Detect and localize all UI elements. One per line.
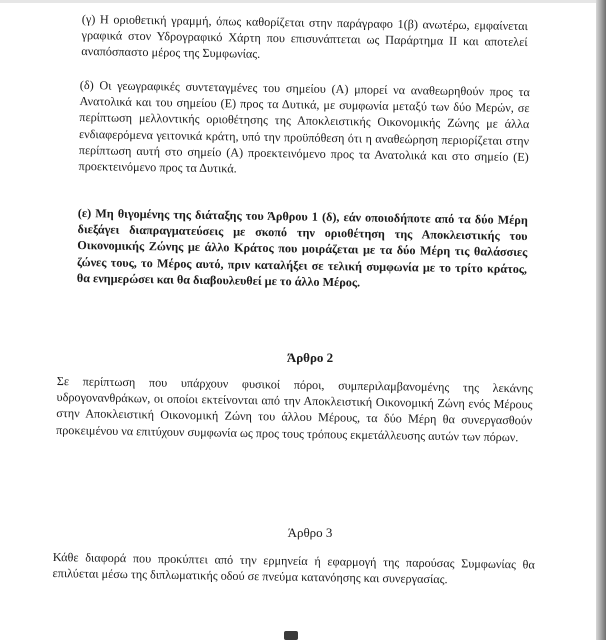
- page-top-edge: [0, 0, 606, 3]
- next-heading-fragment: [284, 631, 298, 640]
- article-3-heading: Άρθρο 3: [287, 525, 333, 540]
- article-3-text: Κάθε διαφορά που προκύπτει από την ερμηνεία ή εφαρμογή της παρούσας Συμφωνίας θα επιλύεται μέσω της διπλωματικής οδού σε πνεύμα κατανόησης και συνεργασίας.: [52, 549, 535, 587]
- paragraph-epsilon: (ε) Μη θιγομένης της διάταξης του Άρθρου 1 (δ), εάν οποιοδήποτε από τα δύο Μέρη διεξάγει διαπραγματεύσεις με σκοπό την οριοθέτηση της Αποκλειστικής του Οικονομικής Ζώνης με άλλο Κράτος που μοιράζεται με τα δύο Μέρη τις θαλάσσιες ζώνες τους, το Μέρος αυτό, πριν καταλήξει σε τελική συμφωνία με το τρίτο κράτος, θα ενημερώσει και θα διαβουλευθεί με το άλλο Μέρος.: [76, 205, 528, 290]
- scan-right-edge-shadow: [596, 0, 606, 640]
- paragraph-delta: (δ) Οι γεωγραφικές συντεταγμένες του σημείου (Α) μπορεί να αναθεωρηθούν προς τα Ανατολικά και του σημείου (Ε) προς τα Δυτικά, με συμφωνία μεταξύ των δύο Μερών, σε περίπτωση μελλοντικής οριοθέτησης της Αποκλειστικής Οικονομικής Ζώνης με άλλα ενδιαφερόμενα γειτονικά κράτη, υπό την προϋπόθεση ότι η αναθεώρηση περιορίζεται στην περίπτωση αυτή στο σημείο (Α) προεκτεινόμενο προς τα Ανατολικά και στο σημείο (Ε) προεκτεινόμενο προς τα Δυτικά.: [78, 77, 530, 176]
- paragraph-gamma: (γ) Η οριοθετική γραμμή, όπως καθορίζεται στην παράγραφο 1(β) ανωτέρω, εμφαίνεται γραφικά στον Υδρογραφικό Χάρτη που επισυνάπτεται ως Παράρτημα ΙΙ και αποτελεί αναπόσπαστο μέρος της Συμφωνίας.: [81, 11, 528, 62]
- article-2-text: Σε περίπτωση που υπάρχουν φυσικοί πόροι, συμπεριλαμβανομένης της λεκάνης υδρογονανθράκων, οι οποίοι εκτείνονται από την Αποκλειστική Οικονομική Ζώνη ενός Μέρους στην Αποκλειστική Οικονομική Ζώνη του άλλου Μέρους, τα δύο Μέρη θα συνεργασθούν προκειμένου να επιτύχουν συμφωνία ως προς τους τρόπους εκμετάλλευσης αυτών των πόρων.: [56, 373, 533, 444]
- article-2-heading: Άρθρο 2: [286, 350, 334, 365]
